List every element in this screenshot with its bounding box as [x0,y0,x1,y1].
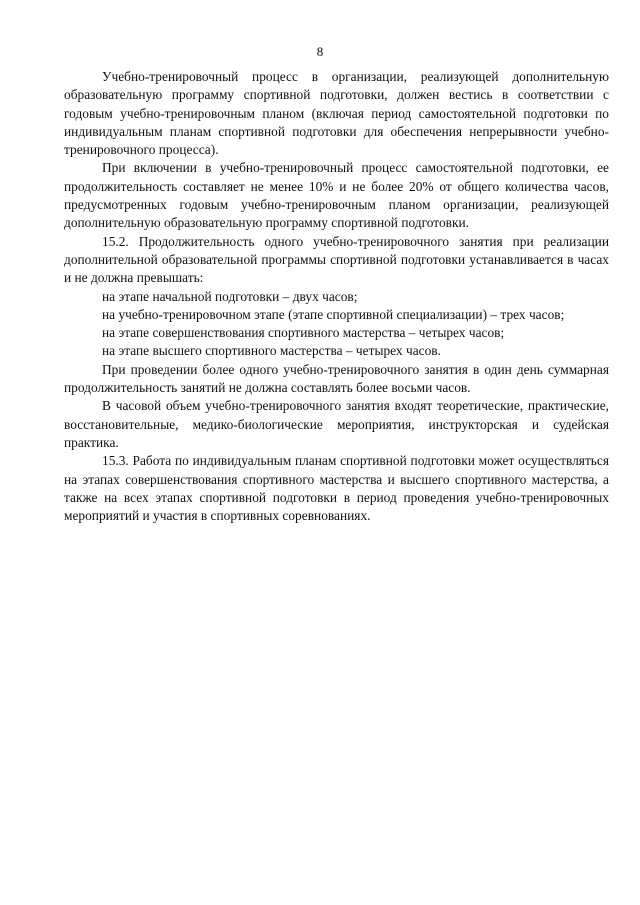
paragraph-training-process: Учебно-тренировочный процесс в организации, реализующей дополнительную образовательную программу спортивной подготовки, должен вестись в соответствии с годовым учебно-тренировочным планом (включая период самостоятельной подготовки по индивидуальным планам спортивной подготовки для обеспечения непрерывности учебно-тренировочного процесса). [64,69,609,158]
list-item-higher-mastery-stage: на этапе высшего спортивного мастерства – четырех часов. [102,343,441,359]
paragraph-15-3: 15.3. Работа по индивидуальным планам спортивной подготовки может осуществляться на этапах совершенствования спортивного мастерства и высшего спортивного мастерства, а также на всех этапах спортивной подготовки в период проведения учебно-тренировочных мероприятий и участия в спортивных соревнованиях. [64,453,609,524]
document-body [64,68,609,525]
paragraph-self-preparation: При включении в учебно-тренировочный процесс самостоятельной подготовки, ее продолжительность составляет не менее 10% и не более 20% от общего количества часов, предусмотренных годовым учебно-тренировочным планом организации, реализующей дополнительную образовательную программу спортивной подготовки. [64,160,609,231]
paragraph-daily-limit: При проведении более одного учебно-тренировочного занятия в один день суммарная продолжительность занятий не должна составлять более восьми часов. [64,361,609,396]
list-item-improvement-stage: на этапе совершенствования спортивного мастерства – четырех часов; [102,325,505,341]
paragraph-15-2: 15.2. Продолжительность одного учебно-тренировочного занятия при реализации дополнительной образовательной программы спортивной подготовки устанавливается в часах и не должна превышать: [64,233,609,286]
list-item-initial-stage: на этапе начальной подготовки – двух часов; [102,288,358,304]
page-number: 8 [316,44,324,59]
paragraph-hourly-volume: В часовой объем учебно-тренировочного занятия входят теоретические, практические, восстановительные, медико-биологические мероприятия, инструкторская и судейская практика. [64,398,609,450]
list-item-training-stage: на учебно-тренировочном этапе (этапе спортивной специализации) – трех часов; [102,306,565,322]
